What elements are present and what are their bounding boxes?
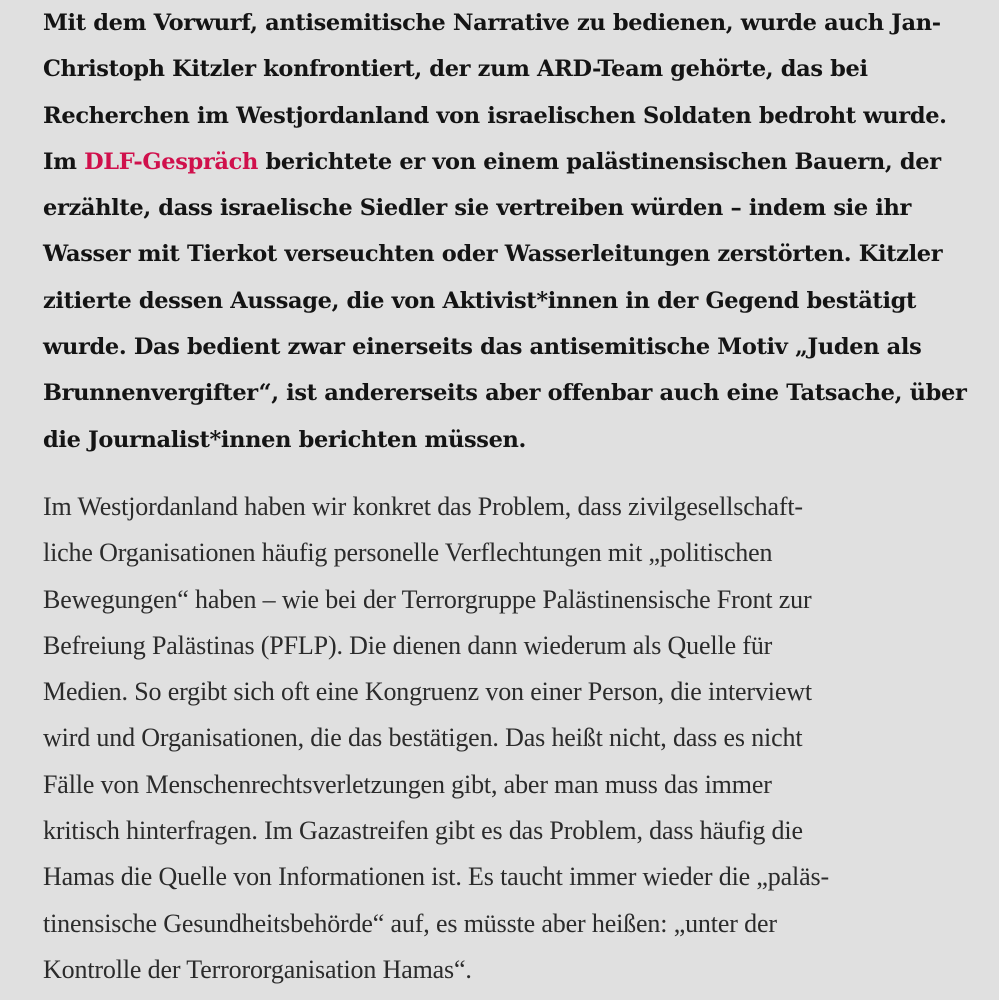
text-line: erzählte, dass israelische Siedler sie vertreiben würden – indem sie ihr	[43, 195, 911, 222]
text-segment: Im	[43, 148, 85, 175]
article-paragraph-bold	[43, 0, 983, 463]
text-line: die Journalist*innen berichten müssen.	[43, 426, 527, 453]
text-line: Recherchen im Westjordanland von israelischen Soldaten bedroht wurde.	[43, 102, 947, 129]
text-line: zitierte dessen Aussage, die von Aktivist*innen in der Gegend bestätigt	[43, 287, 917, 314]
text-line: Befreiung Palästinas (PFLP). Die dienen dann wiederum als Quelle für	[43, 630, 773, 660]
text-line: tinensische Gesundheitsbehörde“ auf, es müsste aber heißen: „unter der	[43, 908, 777, 938]
text-line: Bewegungen“ haben – wie bei der Terrorgruppe Palästinensische Front zur	[43, 584, 812, 614]
text-line: liche Organisationen häufig personelle Verflechtungen mit „politischen	[43, 538, 773, 568]
text-line: Christoph Kitzler konfrontiert, der zum ARD-Team gehörte, das bei	[43, 56, 868, 83]
text-line: Hamas die Quelle von Informationen ist. Es taucht immer wieder die „paläs-	[43, 862, 829, 892]
text-segment: berichtete er von einem palästinensischen Bauern, der	[257, 148, 941, 175]
text-line: Im Westjordanland haben wir konkret das Problem, dass zivilgesellschaft-	[43, 492, 803, 521]
dlf-gespraech-link[interactable]: DLF-Gespräch	[84, 148, 258, 175]
text-line-with-link	[43, 139, 983, 185]
text-line: Brunnenvergifter“, ist andererseits aber offenbar auch eine Tatsache, über	[43, 380, 967, 407]
text-line: kritisch hinterfragen. Im Gazastreifen gibt es das Problem, dass häufig die	[43, 816, 803, 846]
text-line: Kontrolle der Terrororganisation Hamas“.	[43, 954, 472, 984]
text-line: Wasser mit Tierkot verseuchten oder Wasserleitungen zerstörten. Kitzler	[43, 241, 943, 268]
text-line: wird und Organisationen, die das bestätigen. Das heißt nicht, dass es nicht	[43, 723, 803, 753]
text-line: Fälle von Menschenrechtsverletzungen gibt, aber man muss das immer	[43, 769, 772, 799]
article-paragraph-quote	[43, 484, 983, 993]
text-line: Mit dem Vorwurf, antisemitische Narrative zu bedienen, wurde auch Jan-	[43, 10, 941, 36]
text-line: Medien. So ergibt sich oft eine Kongruenz von einer Person, die interviewt	[43, 677, 812, 707]
text-line: wurde. Das bedient zwar einerseits das antisemitische Motiv „Juden als	[43, 334, 922, 361]
